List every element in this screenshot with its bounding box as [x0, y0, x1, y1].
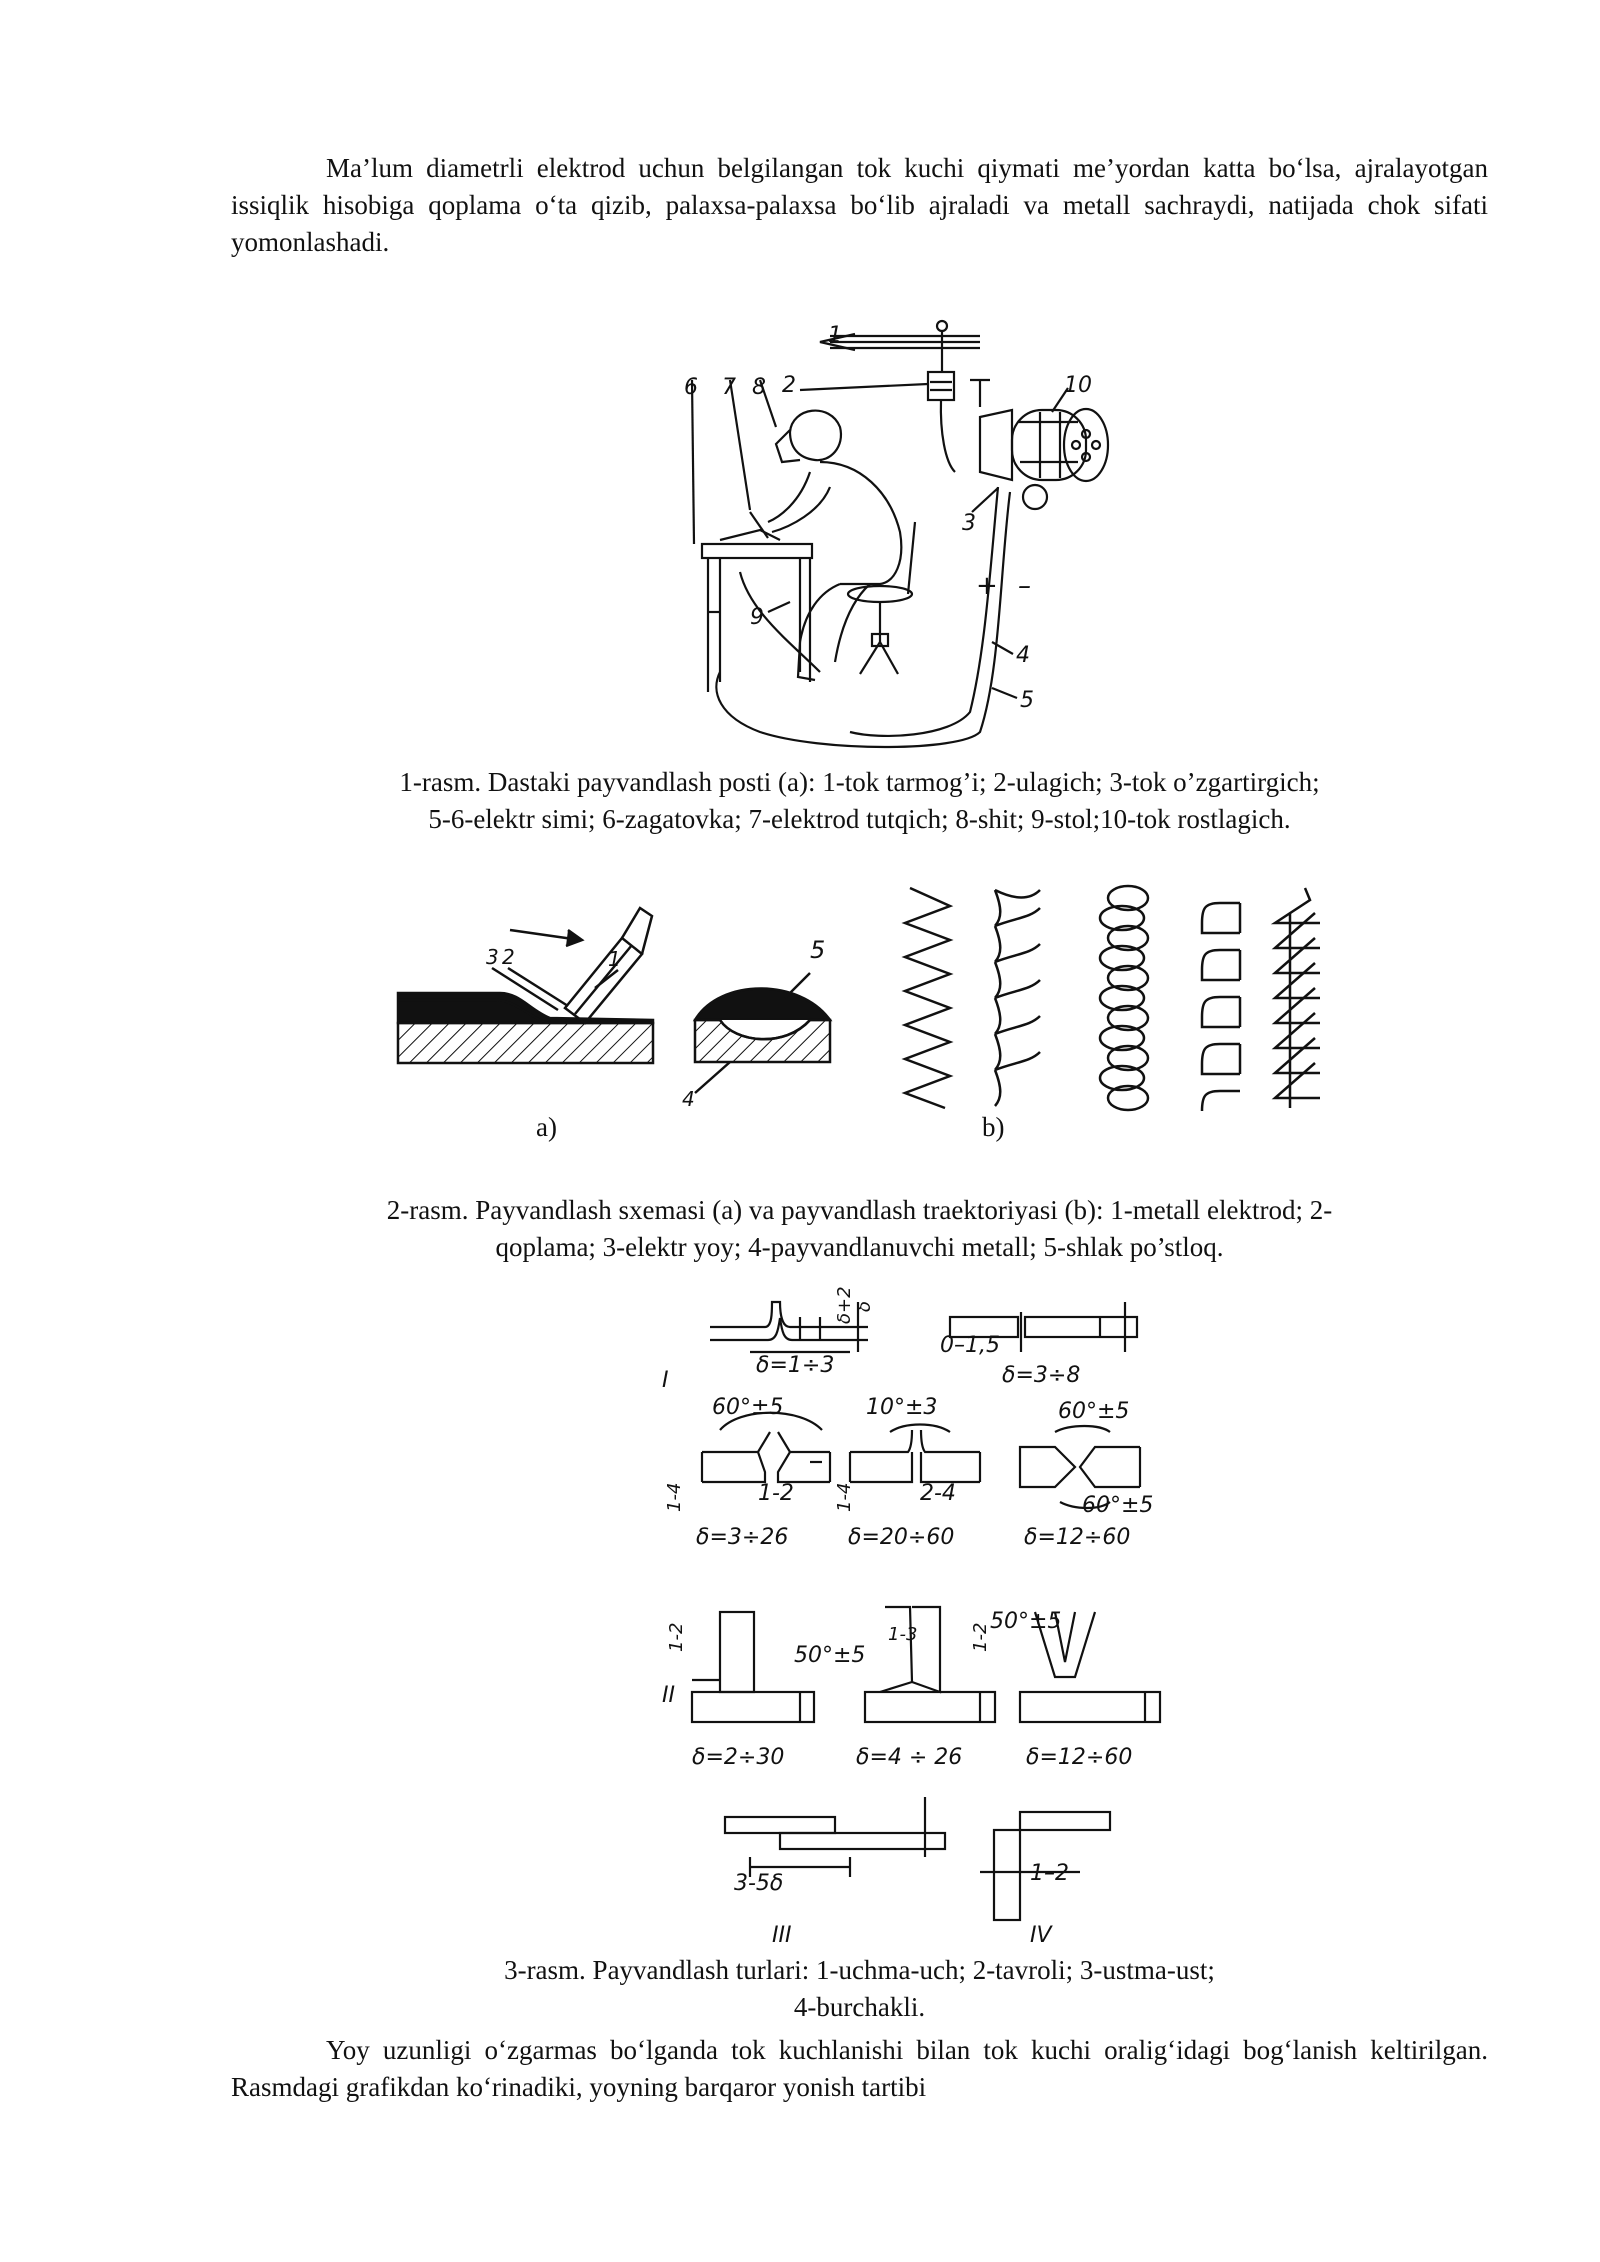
fig3-roman-2: II	[662, 1683, 675, 1708]
fig3-d-12-60b: δ=12÷60	[1026, 1745, 1133, 1770]
fig3-d-2-30: δ=2÷30	[692, 1745, 785, 1770]
figure1-caption-line1: 1-rasm. Dastaki payvandlash posti (a): 1-tok tarmog’i; 2-ulagich; 3-tok o’zgartirgich;	[399, 767, 1320, 797]
fig3-dim-3-5: 3-5δ	[734, 1871, 784, 1896]
figure-weld-types	[650, 1282, 1170, 1947]
fig1-label-5: 5	[1020, 688, 1034, 713]
fig3-d-4-26: δ=4 ÷ 26	[856, 1745, 963, 1770]
fig3-roman-4: IV	[1030, 1923, 1052, 1947]
fig3-ang-10-3: 10°±3	[866, 1395, 938, 1420]
figure2-caption-line2: qoplama; 3-elektr yoy; 4-payvandlanuvchi metall; 5-shlak po’stloq.	[495, 1232, 1224, 1262]
figure2-caption-line1: 2-rasm. Payvandlash sxemasi (a) va payvandlash traektoriyasi (b): 1-metall elektrod; 2-	[386, 1195, 1333, 1225]
fig1-label-8: 8	[752, 375, 766, 400]
fig2-label-4: 4	[682, 1087, 695, 1111]
fig3-dim-1-4b: 1-4	[834, 1482, 855, 1512]
figure2-label-b: b)	[982, 1112, 1005, 1142]
fig3-dim-1-2d: 1–2	[1030, 1861, 1069, 1886]
fig2-label-2: 2	[502, 945, 515, 969]
figure1-caption-line2: 5-6-elektr simi; 6-zagatovka; 7-elektrod tutqich; 8-shit; 9-stol;10-tok rostlagich.	[428, 804, 1291, 834]
fig1-label-10: 10	[1064, 373, 1092, 398]
paragraph-intro: Ma’lum diametrli elektrod uchun belgilangan tok kuchi qiymati me’yordan katta bo‘lsa, ajralayotgan issiqlik hisobiga qoplama o‘ta qizib, palaxsa-palaxsa bo‘lib ajraladi va metall sachraydi, natijada chok sifati yomonlashadi.	[231, 153, 1488, 257]
fig3-dim-2-4: 2-4	[920, 1481, 956, 1506]
fig3-d-20-60: δ=20÷60	[848, 1525, 955, 1550]
figure-welding-scheme	[390, 878, 1350, 1123]
fig3-d-plus-2: δ+2	[834, 1286, 855, 1324]
fig3-roman-3: III	[772, 1923, 792, 1947]
fig3-roman-1: I	[662, 1368, 669, 1393]
figure3-caption-line2: 4-burchakli.	[793, 1992, 926, 2022]
fig1-label-6: 6	[684, 375, 698, 400]
fig1-label-3: 3	[962, 511, 976, 536]
fig2-label-5: 5	[810, 936, 826, 964]
fig3-ang-60-5: 60°±5	[712, 1395, 784, 1420]
figure3-caption-line1: 3-rasm. Payvandlash turlari: 1-uchma-uch; 2-tavroli; 3-ustma-ust;	[504, 1955, 1215, 1985]
fig2-label-1: 1	[608, 947, 621, 971]
fig3-d-1-3: δ=1÷3	[756, 1353, 835, 1378]
fig3-d-3-8: δ=3÷8	[1002, 1363, 1081, 1388]
fig1-label-minus: –	[1018, 571, 1031, 601]
fig3-gap: 0–1,5	[940, 1333, 1000, 1358]
fig3-ang-50-5: 50°±5	[794, 1643, 866, 1668]
fig1-label-7: 7	[722, 375, 736, 400]
fig3-ang-60-5c: 60°±5	[1082, 1493, 1154, 1518]
fig3-dim-1-4: 1-4	[664, 1482, 685, 1512]
fig3-d-3-26: δ=3÷26	[696, 1525, 789, 1550]
fig1-label-2: 2	[782, 373, 796, 398]
fig3-dim-1-2c: 1-2	[970, 1622, 991, 1652]
fig3-d-mark: δ	[854, 1300, 875, 1312]
fig3-dim-1-3: 1-3	[888, 1624, 918, 1645]
fig3-ang-50-5b: 50°±5	[990, 1609, 1062, 1634]
fig3-dim-1-2b: 1-2	[666, 1622, 687, 1652]
figure-welding-post	[680, 312, 1150, 757]
fig1-label-plus: +	[976, 571, 998, 601]
fig1-label-9: 9	[750, 605, 764, 630]
fig2-label-3: 3	[486, 945, 499, 969]
figure2-label-a: a)	[536, 1112, 557, 1142]
fig1-label-4: 4	[1016, 643, 1030, 668]
paragraph-arc-length: Yoy uzunligi o‘zgarmas bo‘lganda tok kuchlanishi bilan tok kuchi oralig‘idagi bog‘lanish keltirilgan. Rasmdagi grafikdan ko‘rinadiki, yoyning barqaror yonish tartibi	[231, 2035, 1488, 2102]
fig3-dim-1-2: 1-2	[758, 1481, 794, 1506]
fig3-ang-60-5b: 60°±5	[1058, 1399, 1130, 1424]
fig1-label-1: 1	[828, 323, 842, 348]
fig3-d-12-60: δ=12÷60	[1024, 1525, 1131, 1550]
